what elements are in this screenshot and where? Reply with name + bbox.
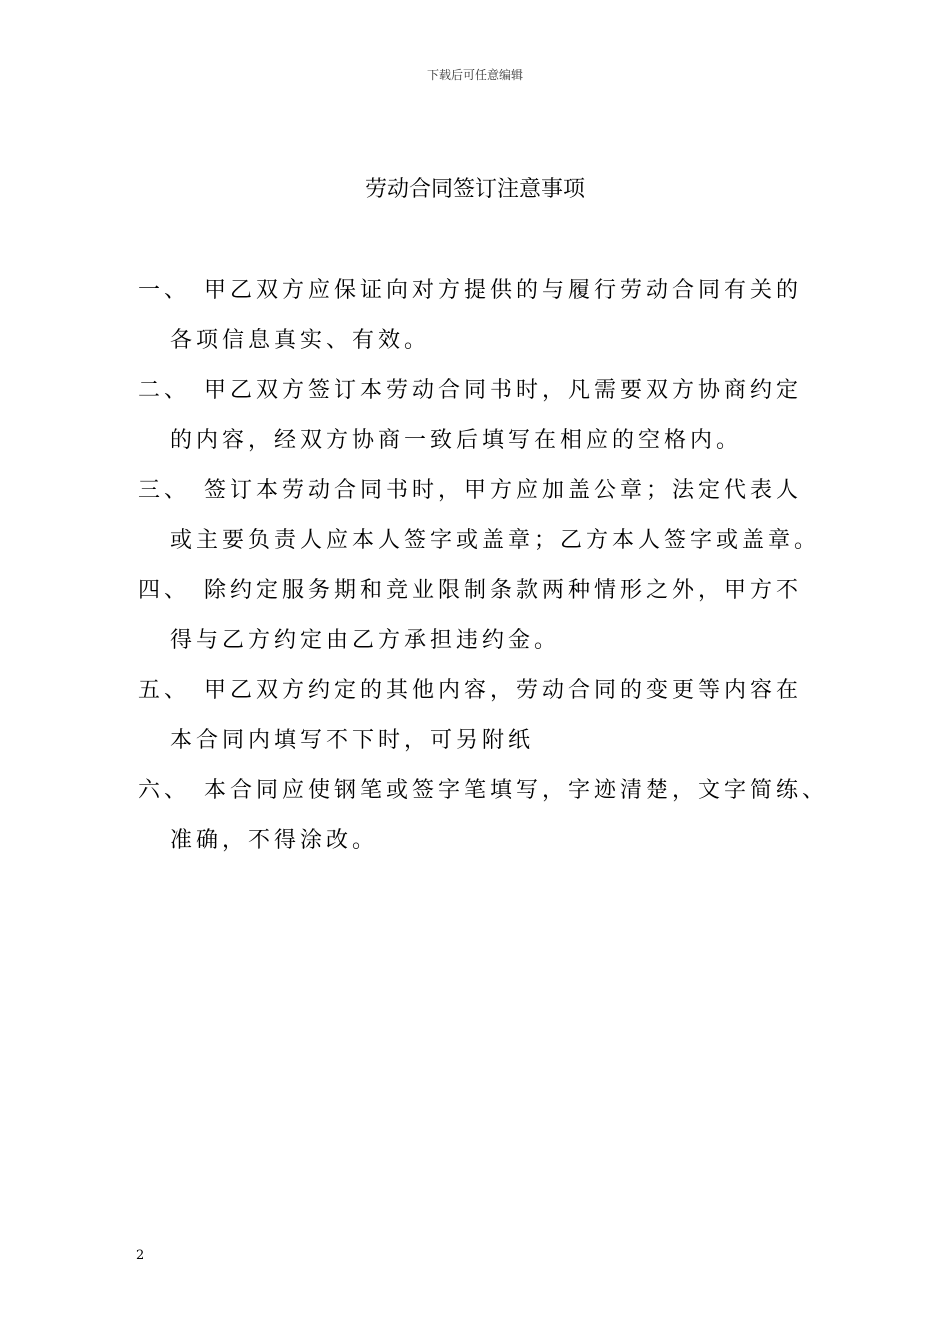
document-title: 劳动合同签订注意事项 [364, 177, 585, 202]
list-item [138, 766, 838, 866]
item-line-1 [138, 666, 838, 716]
item-line-2: 或主要负责人应本人签字或盖章；乙方本人签字或盖章。 [170, 528, 821, 553]
item-line-2: 各项信息真实、有效。 [170, 328, 431, 353]
item-marker: 三、 [138, 478, 191, 503]
item-line-1 [138, 366, 838, 416]
list-item [138, 566, 838, 666]
item-text: 签订本劳动合同书时，甲方应加盖公章；法定代表人 [204, 478, 803, 503]
list-item [138, 466, 838, 566]
item-text: 甲乙双方签订本劳动合同书时，凡需要双方协商约定 [204, 378, 803, 403]
item-text: 甲乙双方应保证向对方提供的与履行劳动合同有关的 [204, 278, 803, 303]
item-marker: 一、 [138, 278, 191, 303]
notice-list [138, 266, 838, 866]
item-marker: 四、 [138, 578, 191, 603]
item-line-2: 准确，不得涂改。 [170, 828, 379, 853]
item-line-1 [138, 466, 838, 516]
item-line-1 [138, 766, 838, 816]
item-line-1 [138, 266, 838, 316]
item-marker: 二、 [138, 378, 191, 403]
list-item [138, 266, 838, 366]
item-text: 本合同应使钢笔或签字笔填写，字迹清楚，文字简练、 [204, 778, 829, 803]
header-note: 下载后可任意编辑 [426, 68, 523, 82]
item-marker: 六、 [138, 778, 191, 803]
item-marker: 五、 [138, 678, 191, 703]
page-number: 2 [136, 1248, 145, 1263]
list-item [138, 666, 838, 766]
item-line-2: 本合同内填写不下时，可另附纸 [170, 728, 535, 753]
item-text: 除约定服务期和竞业限制条款两种情形之外，甲方不 [204, 578, 803, 603]
item-line-2: 得与乙方约定由乙方承担违约金。 [170, 628, 561, 653]
list-item [138, 366, 838, 466]
item-text: 甲乙双方约定的其他内容，劳动合同的变更等内容在 [204, 678, 803, 703]
item-line-1 [138, 566, 838, 616]
item-line-2: 的内容，经双方协商一致后填写在相应的空格内。 [170, 428, 743, 453]
